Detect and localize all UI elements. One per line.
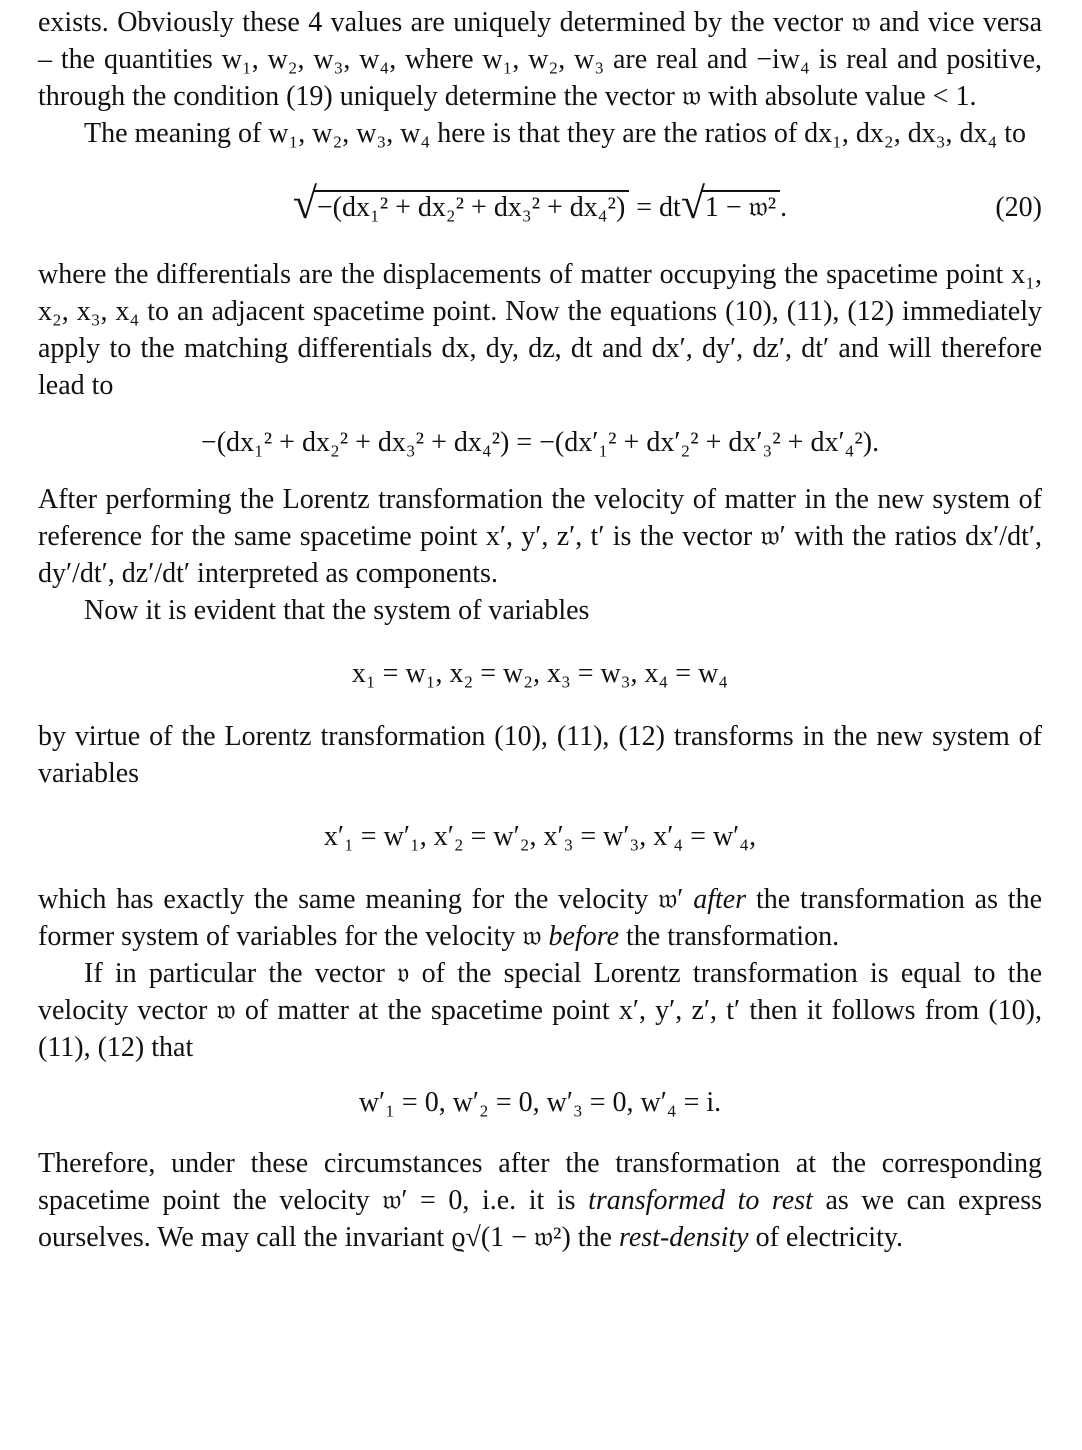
equation-20 xyxy=(38,180,1042,236)
p7-text-b: the transformation as the former system of variables for the velocity 𝔴 xyxy=(38,884,1042,952)
paragraph-5: Now it is evident that the system of variables xyxy=(84,595,590,626)
equation-number: (20) xyxy=(995,192,1042,223)
p9-text-b: as we can express ourselves. We may call the invariant ϱ√(1 − 𝔴²) the xyxy=(38,1185,1042,1253)
paragraph-2: The meaning of w₁, w₂, w₃, w₄ here is that they are the ratios of dx₁, dx₂, dx₃, dx₄ to xyxy=(84,118,1026,149)
p7-after: after xyxy=(693,884,747,915)
p9-rest-density: rest-density xyxy=(618,1222,749,1253)
sqrt-rhs: √ 1 − 𝔴² xyxy=(681,180,780,236)
equation-x-prime: x′₁ = w′₁, x′₂ = w′₂, x′₃ = w′₃, x′₄ = w′₄, xyxy=(323,821,757,852)
eq20-rhs: 1 − 𝔴² xyxy=(701,190,780,223)
eq20-end: . xyxy=(780,192,788,223)
p9-text-c: of electricity. xyxy=(748,1222,904,1253)
paragraph-1: exists. Obviously these 4 values are uniquely determined by the vector 𝔴 and vice versa – the quantities w₁, w₂, w₃, w₄, where w₁, w₂, w₃ are real and −iw₄ is real and positive, through the condition (19) uniquely determine the vector 𝔴 with absolute value < 1. xyxy=(38,7,1042,112)
eq20-lhs: −(dx₁² + dx₂² + dx₃² + dx₄²) xyxy=(313,190,629,223)
p7-text-a: which has exactly the same meaning for the velocity 𝔴′ xyxy=(38,884,694,915)
p9-text-a: Therefore, under these circumstances after the transformation at the corresponding spacetime point the velocity 𝔴′ = 0, i.e. it is xyxy=(38,1148,1042,1216)
equation-w: w′₁ = 0, w′₂ = 0, w′₃ = 0, w′₄ = i. xyxy=(358,1087,722,1118)
paragraph-4: After performing the Lorentz transformation the velocity of matter in the new system of reference for the same spacetime point x′, y′, z′, t′ is the vector 𝔴′ with the ratios dx′/dt′, dy′/dt′, dz′/dt′ interpreted as components. xyxy=(38,484,1042,589)
p7-text-c: the transformation. xyxy=(619,921,840,952)
p7-before: before xyxy=(548,921,620,952)
paragraph-7 xyxy=(38,881,1042,955)
equation-x: x₁ = w₁, x₂ = w₂, x₃ = w₃, x₄ = w₄ xyxy=(351,658,729,689)
paragraph-6: by virtue of the Lorentz transformation (10), (11), (12) transforms in the new system of variables xyxy=(38,721,1042,789)
paper-page xyxy=(38,4,1042,1256)
eq20-mid: = dt xyxy=(629,192,681,223)
paragraph-8: If in particular the vector 𝔳 of the special Lorentz transformation is equal to the velocity vector 𝔴 of matter at the spacetime point x′, y′, z′, t′ then it follows from (10), (11), (12) that xyxy=(38,958,1042,1063)
equation-squares: −(dx₁² + dx₂² + dx₃² + dx₄²) = −(dx′₁² + dx′₂² + dx′₃² + dx′₄²). xyxy=(200,427,880,458)
p9-transformed: transformed to rest xyxy=(588,1185,813,1216)
paragraph-3: where the differentials are the displacements of matter occupying the spacetime point x₁, x₂, x₃, x₄ to an adjacent spacetime point. Now the equations (10), (11), (12) immediately apply to the matching differentials dx, dy, dz, dt and dx′, dy′, dz′, dt′ and will therefore lead to xyxy=(38,259,1042,401)
paragraph-9 xyxy=(38,1145,1042,1256)
sqrt-lhs: √ −(dx₁² + dx₂² + dx₃² + dx₄²) xyxy=(293,180,629,236)
